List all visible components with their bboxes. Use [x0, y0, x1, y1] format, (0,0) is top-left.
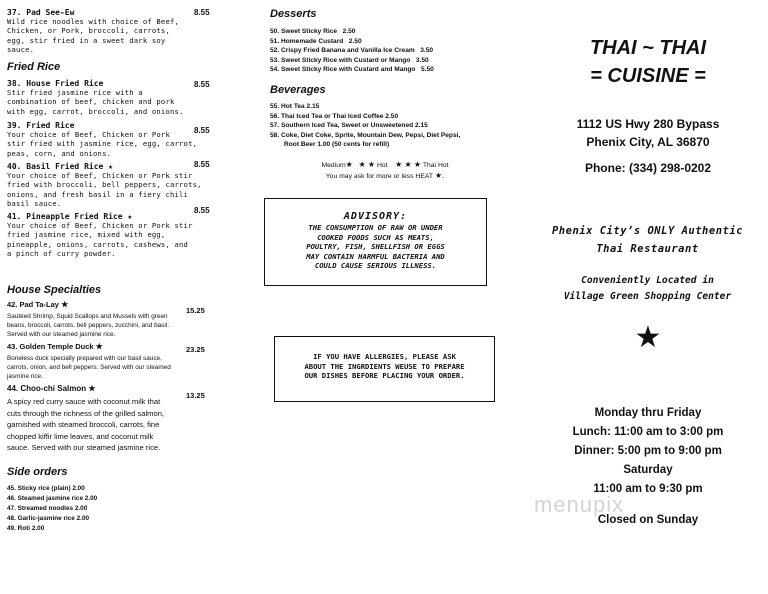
list-item: 55. Hot Tea 2.15: [270, 103, 320, 110]
address-line: Phenix City, AL 36870: [586, 135, 710, 149]
hours-line: Monday thru Friday: [594, 407, 702, 419]
tagline-line: Phenix City’s ONLY Authentic: [551, 225, 743, 237]
allergy-line: IF YOU HAVE ALLERGIES, PLEASE ASK: [313, 352, 456, 361]
section-title-beverages: Beverages: [270, 84, 326, 96]
restaurant-name-line: = CUISINE =: [590, 65, 706, 87]
desc-line: garnished with steamed broccoli, carrots, fine: [7, 420, 160, 430]
watermark: menupix: [534, 492, 625, 517]
list-item: 56. Thai Iced Tea or Thai Iced Coffee 2.50: [270, 112, 399, 120]
star-icon: ★.: [434, 171, 445, 180]
desserts-list: [270, 27, 470, 75]
heat-legend: [270, 160, 500, 182]
heat-levels: Medium★ ★ ★ Hot ★ ★ ★ Thai Hot: [321, 160, 449, 169]
item-title: 44. Choo-chi Salmon ★: [7, 384, 96, 393]
list-item: 58. Coke, Diet Coke, Sprite, Mountain Dew, Pepsi, Diet Pepsi,: [270, 131, 461, 139]
restaurant-name: [548, 34, 748, 90]
desc-line: Your choice of Beef, Chicken or Pork stir: [7, 171, 193, 180]
advisory-title: ADVISORY:: [343, 211, 408, 222]
list-item: 47. Streamed noodles 2.00: [7, 505, 88, 512]
allergy-line: ABOUT THE INGRDIENTS WEUSE TO PREPARE: [304, 361, 465, 371]
item-description: [7, 221, 239, 259]
item-price: 23.25: [186, 345, 205, 354]
advisory-text: [265, 223, 486, 271]
desc-line: chopped kiffir lime leaves, and coconut milk: [7, 431, 154, 441]
menu-item-pineapple-fried-rice: [7, 212, 239, 259]
advisory-line: COOKED FOODS SUCH AS MEATS,: [317, 232, 434, 242]
section-title-fried-rice: Fried Rice: [7, 61, 61, 73]
item-price: 8.55: [194, 80, 210, 89]
section-title-desserts: Desserts: [270, 8, 317, 20]
list-item: 53. Sweet Sticky Rice with Custard or Mango 3.50: [270, 56, 429, 64]
desc-line: combination of beef, chicken and pork: [7, 97, 175, 107]
address: [548, 115, 748, 151]
list-item: 50. Sweet Sticky Rice 2.50: [270, 28, 356, 35]
desc-line: jasmine rice.: [7, 373, 43, 381]
list-item: 52. Crispy Fried Banana and Vanilla Ice Cream 3.50: [270, 47, 434, 55]
desc-line: basil sauce.: [7, 199, 62, 209]
spicy-star-icon: ★: [127, 212, 133, 221]
list-item: 51. Homemade Custard 2.50: [270, 37, 362, 45]
item-price: 8.55: [194, 206, 210, 215]
tagline-line: Thai Restaurant: [596, 243, 699, 255]
section-title-house-specialties: House Specialties: [7, 284, 102, 296]
desc-line: Served with our steamed jasmine rice.: [7, 331, 116, 339]
heat-note: You may ask for more or less HEAT ★.: [325, 171, 445, 180]
desc-line: Sautéed Shrimp, Squid Scallops and Mussels with green: [7, 313, 168, 320]
spicy-star-icon: ★: [88, 384, 96, 393]
hours-line: Dinner: 5:00 pm to 9:00 pm: [574, 445, 722, 457]
item-price: 8.55: [194, 160, 210, 169]
item-title: 42. Pad Ta-Lay ★: [7, 300, 69, 309]
item-description: [7, 354, 239, 382]
star-icon: ★: [345, 160, 353, 169]
advisory-line: POULTRY, FISH, SHELLFISH OR EGGS: [306, 242, 445, 252]
hours-line: 11:00 am to 9:30 pm: [593, 483, 703, 495]
desc-line: egg, stir fried in a sweet dark soy: [7, 35, 166, 45]
list-item: 48. Garlic-jasmine rice 2.00: [7, 515, 90, 522]
list-item: 46. Steamed jasmine rice 2.00: [7, 495, 98, 502]
restaurant-name-line: THAI ~ THAI: [589, 37, 707, 59]
item-description: [7, 312, 239, 340]
allergy-line: OUR DISHES BEFORE PLACING YOUR ORDER.: [304, 371, 465, 381]
side-orders-list: [7, 484, 239, 534]
hours-line: Lunch: 11:00 am to 3:00 pm: [572, 426, 724, 438]
advisory-line: MAY CONTAIN HARMFUL BACTERIA AND: [306, 251, 445, 261]
advisory-box: [264, 198, 487, 286]
allergy-box: [274, 336, 495, 402]
item-description: [7, 396, 239, 454]
desc-line: with egg, carrot, broccoli, and onions.: [7, 106, 184, 116]
spicy-star-icon: ★: [95, 342, 103, 351]
desc-line: stir fried with jasmine rice, egg, carrot,: [7, 139, 198, 149]
desc-line: peas, corn, and onions.: [7, 148, 112, 158]
desc-line: beans, broccoli, carrots, bell peppers, zucchini, and basil.: [7, 322, 169, 330]
spicy-star-icon: ★: [108, 162, 113, 171]
address-line: 1112 US Hwy 280 Bypass: [576, 117, 720, 131]
desc-line: carrots, onion, and bell peppers. Served with our steamed: [7, 364, 171, 372]
desc-line: sauce. Served with our steamed jasmine rice.: [7, 443, 161, 453]
location-line: Village Green Shopping Center: [563, 291, 732, 302]
desc-line: Chicken, or Pork, broccoli, carrots,: [7, 26, 170, 36]
desc-line: Boneless duck specially prepared with our basil sauce,: [7, 355, 162, 362]
advisory-line: COULD CAUSE SERIOUS ILLNESS.: [314, 261, 437, 271]
opening-hours: [548, 404, 748, 499]
item-price: 8.55: [194, 126, 210, 135]
item-title: 37. Pad See-Ew: [7, 8, 75, 17]
item-description: [7, 171, 239, 209]
desc-line: Wild rice noodles with choice of Beef,: [7, 17, 180, 26]
hours-line: Saturday: [623, 464, 673, 476]
location: [530, 273, 765, 305]
tagline: [520, 222, 768, 258]
item-title: 39. Fried Rice: [7, 121, 75, 130]
list-item: 54. Sweet Sticky Rice with Custard and Mango 5.50: [270, 66, 434, 74]
advisory-line: THE CONSUMPTION OF RAW OR UNDER: [308, 223, 443, 232]
desc-line: fried with broccoli, bell peppers, carrots,: [7, 180, 202, 190]
desc-line: Stir fried jasmine rice with a: [7, 88, 143, 97]
item-title: 38. House Fried Rice: [7, 79, 104, 88]
desc-line: onions, and fresh basil in a fiery chili: [7, 189, 189, 199]
desc-line: cuts through the richness of the grilled salmon,: [7, 408, 165, 418]
desc-line: a pinch of curry powder.: [7, 249, 116, 259]
desc-line: Your choice of Beef, Chicken or Pork: [7, 130, 170, 139]
list-item: 57. Southern Iced Tea, Sweet or Unsweetened 2.15: [270, 122, 428, 130]
list-item: Root Beer 1.00 (50 cents for refill): [284, 141, 390, 149]
section-title-side-orders: Side orders: [7, 466, 68, 478]
desc-line: Your choice of Beef, Chicken or Pork stir: [7, 221, 193, 230]
desc-line: fried jasmine rice, mixed with egg,: [7, 230, 166, 240]
phone-number: Phone: (334) 298-0202: [584, 161, 712, 175]
item-title: 40. Basil Fried Rice ★: [7, 162, 113, 171]
desc-line: A spicy red curry sauce with coconut milk that: [7, 397, 161, 406]
item-description: [7, 17, 239, 55]
item-price: 15.25: [186, 306, 205, 315]
spicy-star-icon: ★: [61, 300, 69, 309]
list-item: 45. Sticky rice (plain) 2.00: [7, 485, 85, 492]
star-icon: ★ ★ ★: [395, 160, 422, 169]
star-icon: ★ ★: [358, 160, 376, 169]
desc-line: pineapple, onions, carrots, cashews, and: [7, 239, 189, 249]
item-title: 41. Pineapple Fried Rice ★: [7, 212, 133, 221]
closed-note: Closed on Sunday: [597, 514, 699, 526]
item-price: 8.55: [194, 8, 210, 17]
location-line: Conveniently Located in: [581, 275, 714, 286]
item-description: [7, 88, 239, 116]
desc-line: sauce.: [7, 45, 35, 55]
big-star-icon: ★: [634, 321, 662, 354]
allergy-text: [275, 352, 494, 381]
beverages-list: [270, 102, 470, 150]
item-title: 43. Golden Temple Duck ★: [7, 342, 103, 351]
list-item: 49. Roti 2.00: [7, 525, 45, 532]
item-price: 13.25: [186, 391, 205, 400]
